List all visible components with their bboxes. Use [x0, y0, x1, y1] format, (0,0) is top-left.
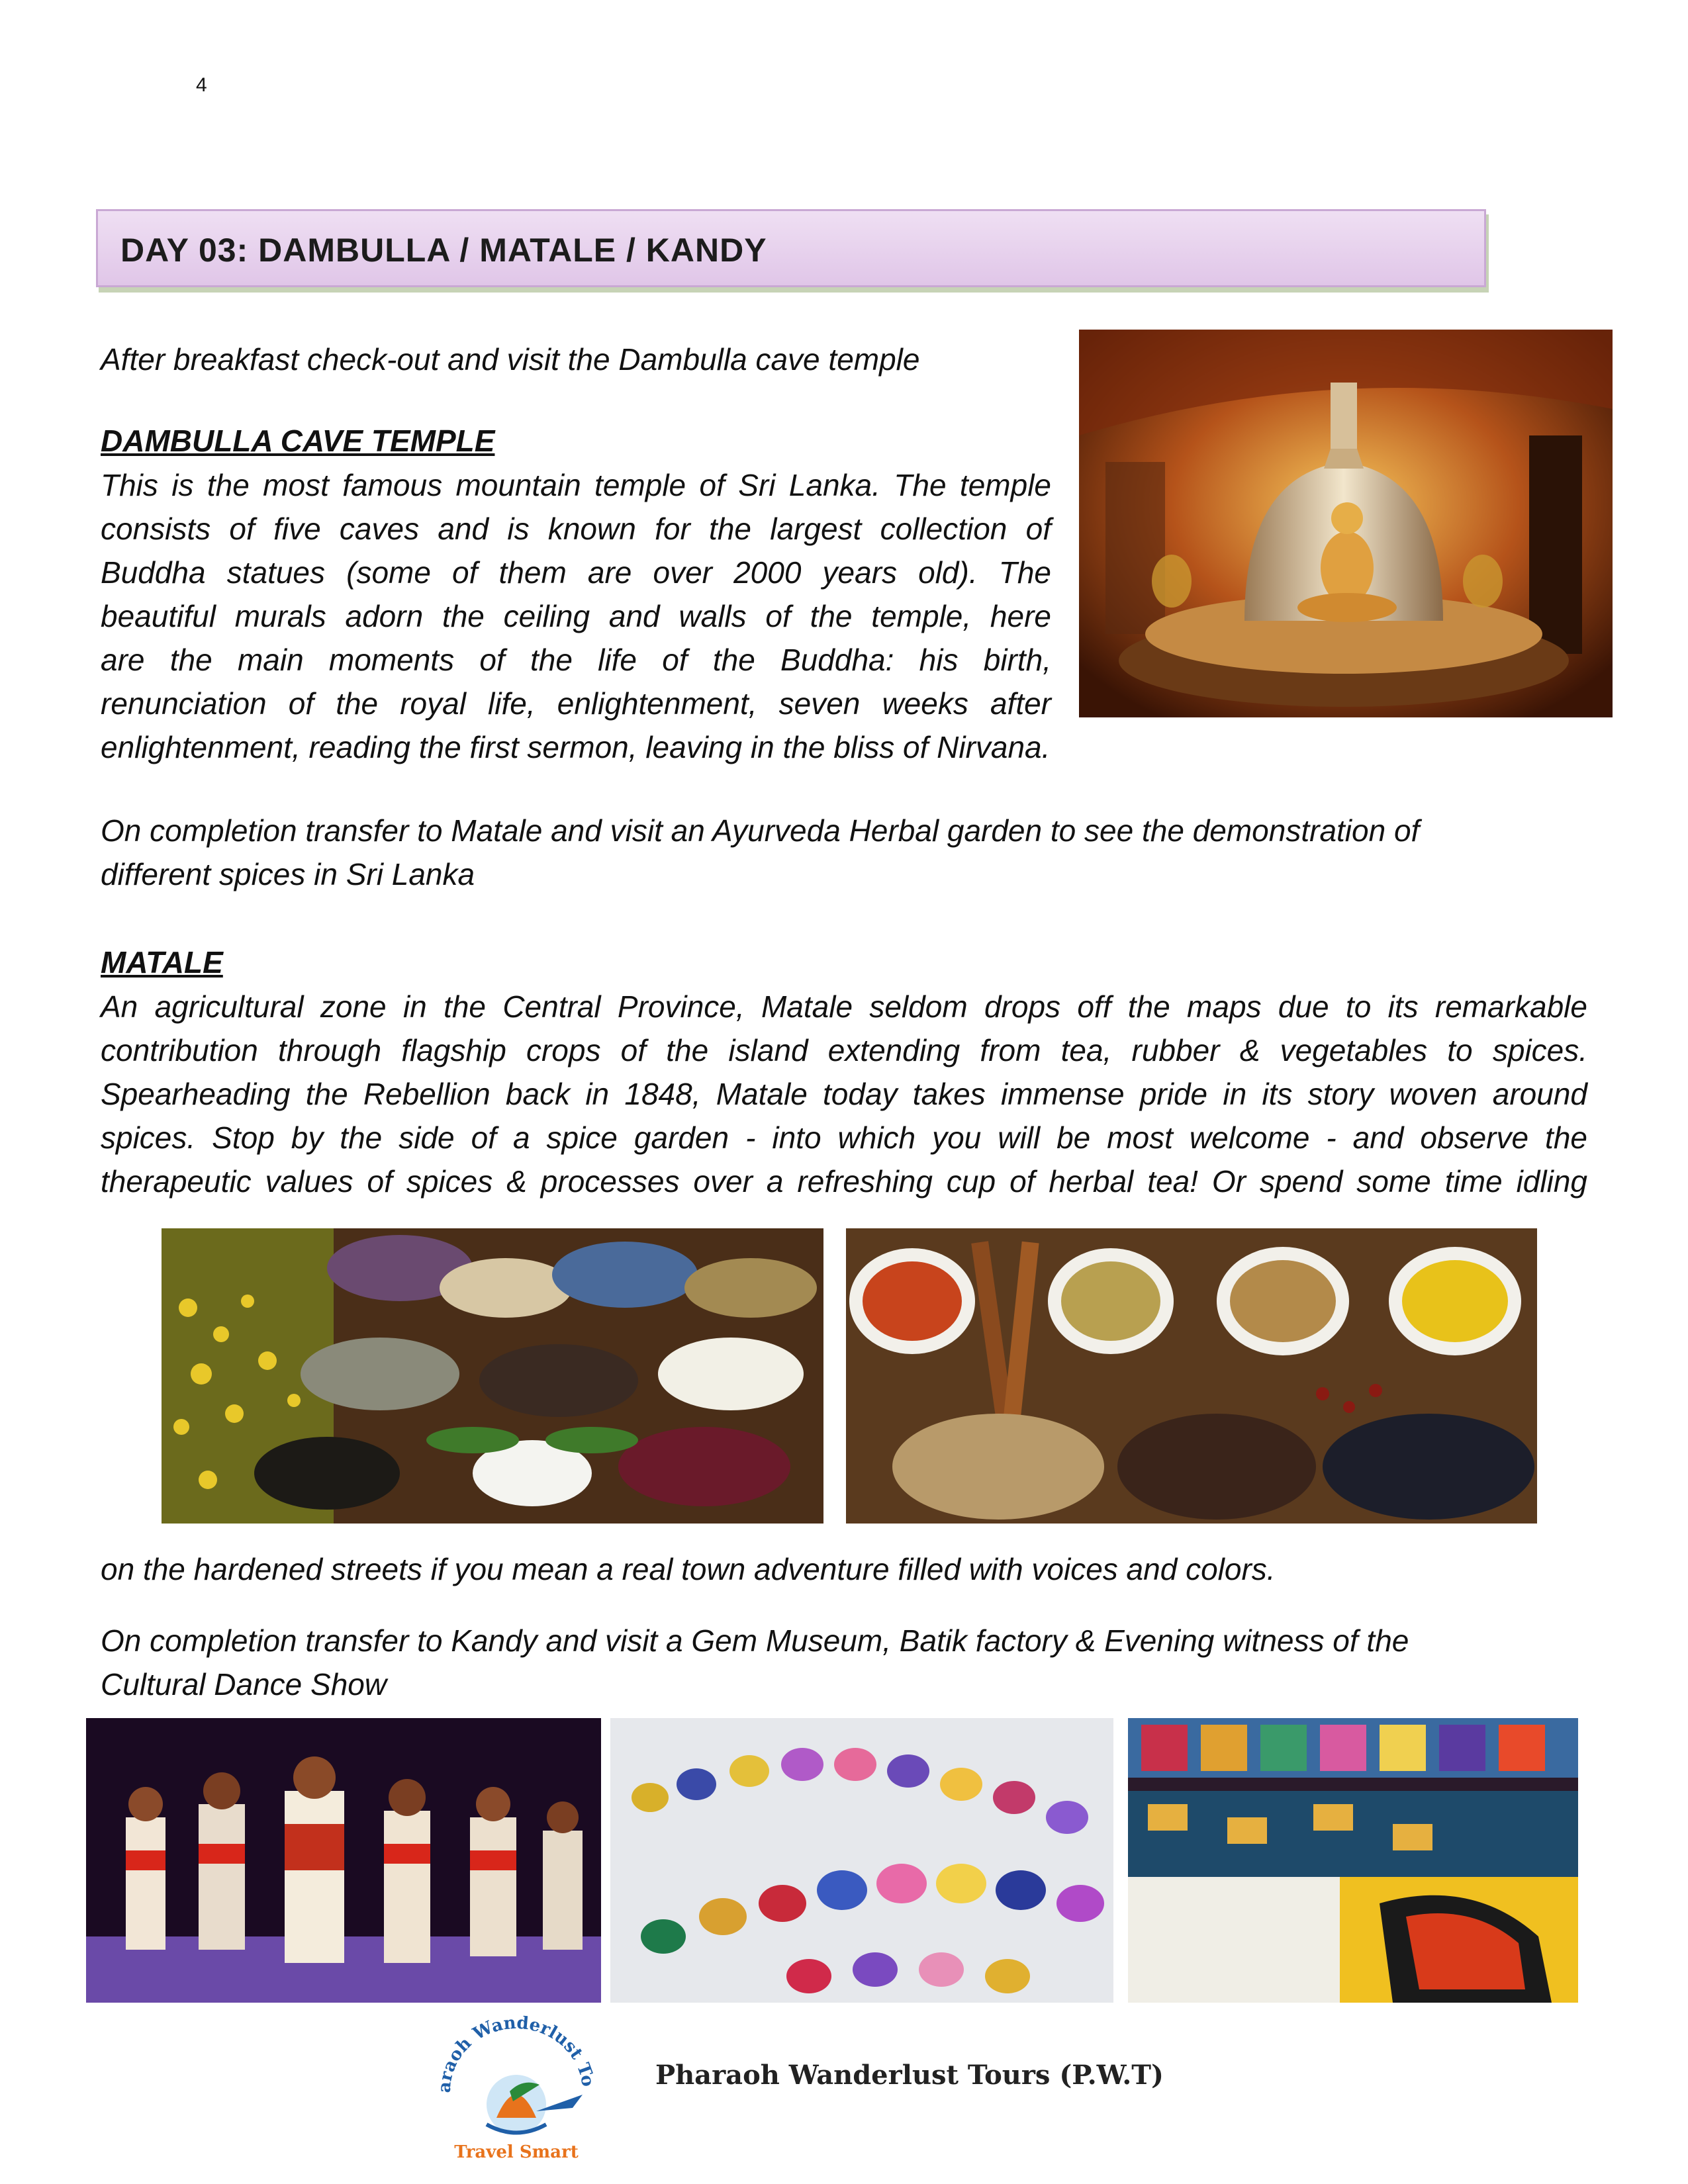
dambulla-line: beautiful murals adorn the ceiling and walls of the temple, here	[101, 599, 1051, 633]
matale-heading: MATALE	[101, 945, 223, 979]
day-title-banner	[96, 209, 1486, 287]
batik-market-photo	[1128, 1718, 1578, 2003]
dambulla-paragraph	[101, 463, 1051, 725]
matale-continuation: on the hardened streets if you mean a real town adventure filled with voices and colors.	[101, 1552, 1276, 1586]
matale-line: spices. Stop by the side of a spice garden - into which you will be most welcome - and observe the	[101, 1120, 1587, 1155]
dambulla-line: are the main moments of the life of the Buddha: his birth,	[101, 643, 1051, 677]
dambulla-line: renunciation of the royal life, enlightenment, seven weeks after	[101, 686, 1051, 721]
matale-line: therapeutic values of spices & processes over a refreshing cup of herbal tea! Or spend some time idling	[101, 1164, 1587, 1199]
matale-line: An agricultural zone in the Central Province, Matale seldom drops off the maps due to its remarkable	[101, 989, 1587, 1024]
company-name: Pharaoh Wanderlust Tours (P.W.T)	[655, 2060, 1164, 2091]
matale-transfer-line2: different spices in Sri Lanka	[101, 857, 475, 891]
matale-line: contribution through flagship crops of the island extending from tea, rubber & vegetables to spices.	[101, 1033, 1587, 1068]
page-number: 4	[196, 74, 207, 96]
herbal-bowls-photo	[162, 1228, 823, 1524]
dambulla-last-line: enlightenment, reading the first sermon, leaving in the bliss of Nirvana.	[101, 730, 1051, 764]
dambulla-line: consists of five caves and is known for the largest collection of	[101, 512, 1051, 546]
matale-paragraph	[101, 985, 1587, 1203]
svg-text:Travel Smart: Travel Smart	[454, 2142, 579, 2162]
kandy-transfer-line2: Cultural Dance Show	[101, 1667, 387, 1702]
matale-transfer-line1: On completion transfer to Matale and visit an Ayurveda Herbal garden to see the demonstration of	[101, 813, 1420, 848]
spices-photo	[846, 1228, 1537, 1524]
dambulla-cave-photo	[1079, 330, 1613, 717]
dambulla-line: This is the most famous mountain temple of Sri Lanka. The temple	[101, 468, 1051, 502]
gem-necklace-photo	[610, 1718, 1113, 2003]
day-title: DAY 03: DAMBULLA / MATALE / KANDY	[120, 232, 767, 269]
company-logo	[430, 2012, 602, 2164]
svg-text:Pharaoh Wanderlust Tours: araoh Wanderlust To	[434, 2013, 598, 2094]
dambulla-heading: DAMBULLA CAVE TEMPLE	[101, 424, 495, 458]
intro-text: After breakfast check-out and visit the Dambulla cave temple	[101, 342, 920, 377]
dambulla-line: Buddha statues (some of them are over 2000 years old). The	[101, 555, 1051, 590]
matale-line: Spearheading the Rebellion back in 1848, Matale today takes immense pride in its story woven around	[101, 1077, 1587, 1111]
kandy-transfer-line1: On completion transfer to Kandy and visit a Gem Museum, Batik factory & Evening witness of the	[101, 1623, 1409, 1658]
cultural-dance-photo	[86, 1718, 601, 2003]
